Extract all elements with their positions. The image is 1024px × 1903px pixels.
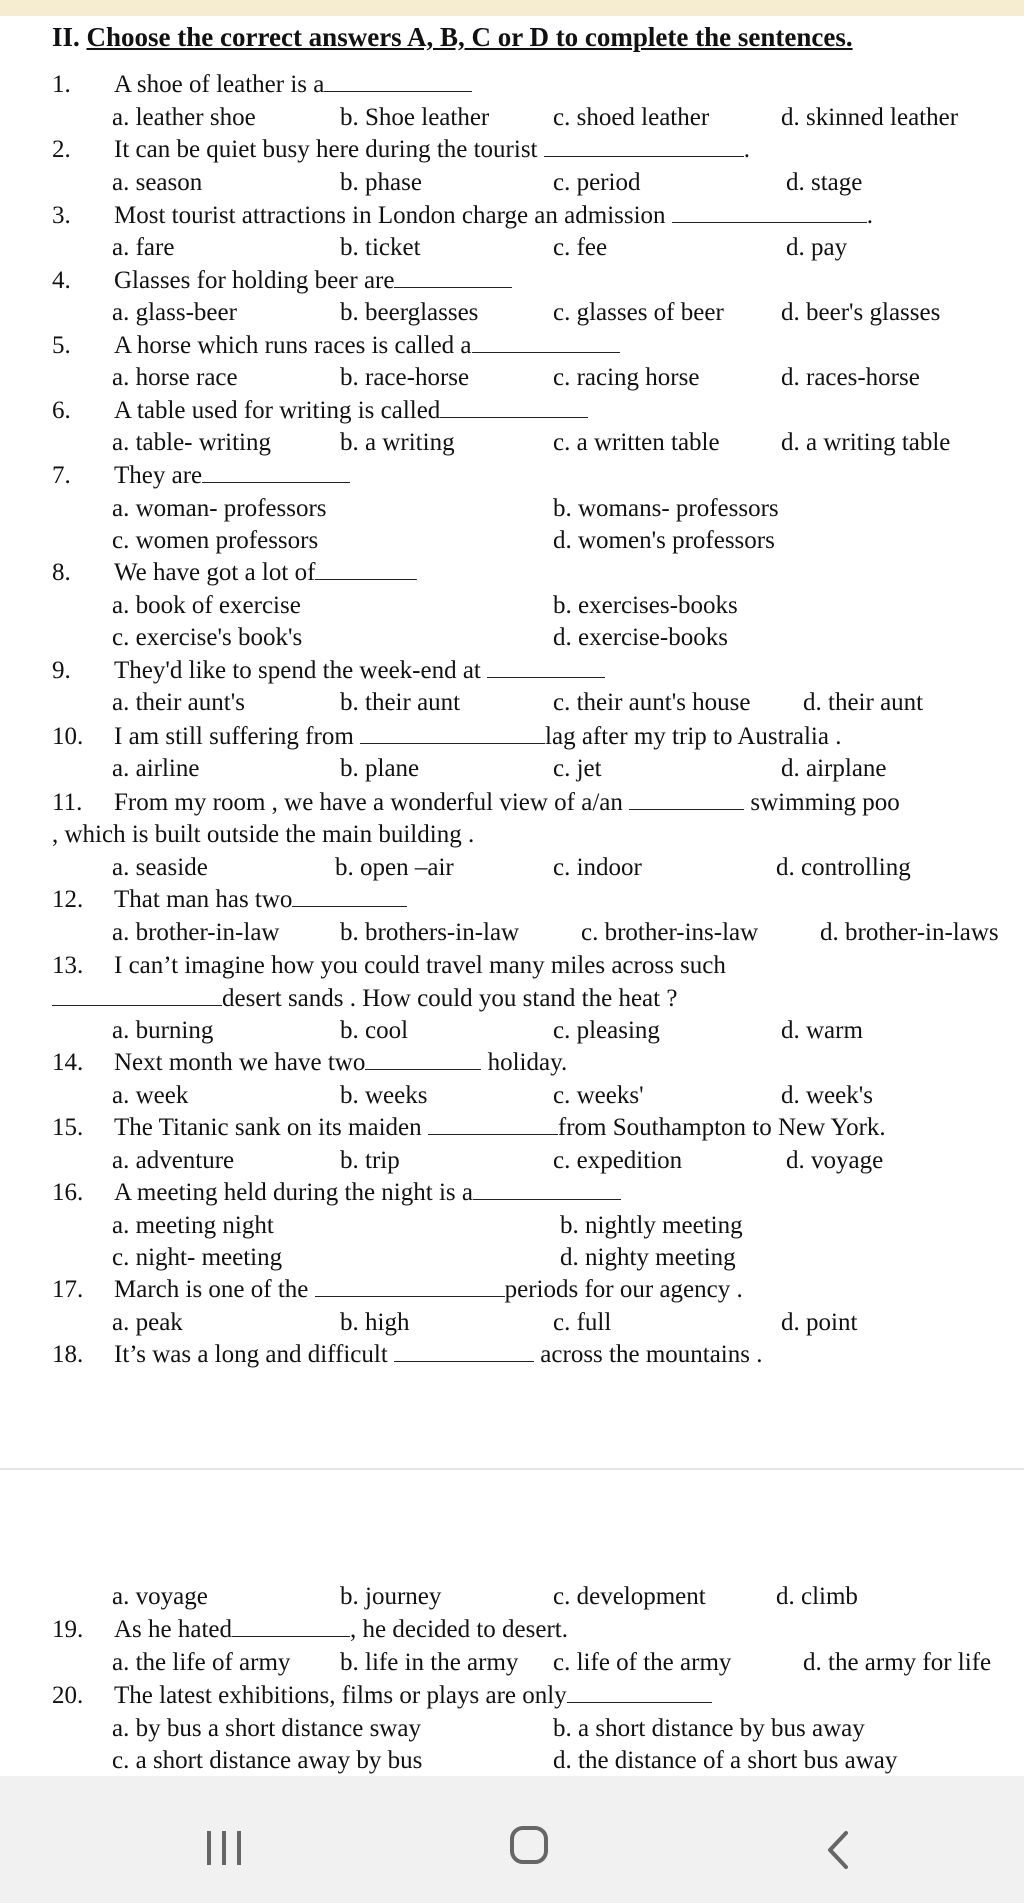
q2-opt-c[interactable]: c. period xyxy=(553,169,641,196)
q15-opt-c[interactable]: c. expedition xyxy=(553,1147,683,1174)
q4-number: 4. xyxy=(52,267,71,294)
q16-opt-d[interactable]: d. nighty meeting xyxy=(560,1244,736,1271)
q7-opt-a[interactable]: a. woman- professors xyxy=(112,495,327,522)
q5-stem: A horse which runs races is called a xyxy=(114,331,620,361)
q13-opt-b[interactable]: b. cool xyxy=(340,1017,409,1044)
q10-opt-c[interactable]: c. jet xyxy=(553,755,602,782)
q3-stem: Most tourist attractions in London charge an admission . xyxy=(114,202,874,229)
q17-stem: March is one of the periods for our agency . xyxy=(114,1276,743,1303)
q18-opt-b[interactable]: b. journey xyxy=(340,1583,442,1610)
q15-number: 15. xyxy=(52,1114,84,1141)
q20-opt-d[interactable]: d. the distance of a short bus away xyxy=(553,1747,898,1774)
q4-opt-c[interactable]: c. glasses of beer xyxy=(553,299,724,326)
q13-opt-c[interactable]: c. pleasing xyxy=(553,1017,660,1044)
q9-opt-d[interactable]: d. their aunt xyxy=(803,689,924,716)
q11-continuation: , which is built outside the main building . xyxy=(52,821,475,848)
q19-opt-c[interactable]: c. life of the army xyxy=(553,1649,732,1676)
q11-opt-d[interactable]: d. controlling xyxy=(776,854,911,881)
q4-opt-d[interactable]: d. beer's glasses xyxy=(781,299,941,326)
section-title: II. Choose the correct answers A, B, C or D to complete the sentences. xyxy=(52,22,853,52)
q19-opt-b[interactable]: b. life in the army xyxy=(340,1649,519,1676)
q12-opt-b[interactable]: b. brothers-in-law xyxy=(340,919,520,946)
q8-opt-b[interactable]: b. exercises-books xyxy=(553,592,738,619)
q13-number: 13. xyxy=(52,952,84,979)
q3-opt-c[interactable]: c. fee xyxy=(553,234,608,261)
q14-number: 14. xyxy=(52,1049,84,1076)
q9-opt-c[interactable]: c. their aunt's house xyxy=(553,689,751,716)
q17-opt-c[interactable]: c. full xyxy=(553,1309,612,1336)
q19-opt-a[interactable]: a. the life of army xyxy=(112,1649,291,1676)
q1-opt-d[interactable]: d. skinned leather xyxy=(781,104,959,131)
q6-stem: A table used for writing is called xyxy=(114,396,588,426)
q11-opt-c[interactable]: c. indoor xyxy=(553,854,642,881)
q10-opt-b[interactable]: b. plane xyxy=(340,755,420,782)
q14-opt-d[interactable]: d. week's xyxy=(781,1082,873,1109)
q7-opt-b[interactable]: b. womans- professors xyxy=(553,495,779,522)
q3-number: 3. xyxy=(52,202,71,229)
q7-stem: They are xyxy=(114,461,350,491)
q11-opt-b[interactable]: b. open –air xyxy=(335,854,454,881)
q4-stem: Glasses for holding beer are xyxy=(114,266,512,296)
q13-opt-a[interactable]: a. burning xyxy=(112,1017,214,1044)
q15-opt-b[interactable]: b. trip xyxy=(340,1147,400,1174)
q9-opt-b[interactable]: b. their aunt xyxy=(340,689,461,716)
q12-opt-d[interactable]: d. brother-in-laws xyxy=(820,919,999,946)
q1-opt-a[interactable]: a. leather shoe xyxy=(112,104,256,131)
home-icon[interactable] xyxy=(510,1826,548,1864)
q2-stem: It can be quiet busy here during the tourist . xyxy=(114,136,750,163)
q1-opt-b[interactable]: b. Shoe leather xyxy=(340,104,490,131)
q6-opt-d[interactable]: d. a writing table xyxy=(781,429,951,456)
q5-opt-b[interactable]: b. race-horse xyxy=(340,364,470,391)
q18-number: 18. xyxy=(52,1341,84,1368)
q5-number: 5. xyxy=(52,332,71,359)
q13-continuation: desert sands . How could you stand the heat ? xyxy=(52,984,677,1014)
q14-opt-b[interactable]: b. weeks xyxy=(340,1082,428,1109)
q12-number: 12. xyxy=(52,886,84,913)
q1-opt-c[interactable]: c. shoed leather xyxy=(553,104,710,131)
q2-number: 2. xyxy=(52,136,71,163)
page-divider xyxy=(0,1468,1024,1470)
q9-stem: They'd like to spend the week-end at xyxy=(114,656,605,686)
q8-number: 8. xyxy=(52,559,71,586)
q12-stem: That man has two xyxy=(114,885,407,915)
q17-opt-b[interactable]: b. high xyxy=(340,1309,410,1336)
q19-stem: As he hated , he decided to desert. xyxy=(114,1616,568,1643)
q20-opt-b[interactable]: b. a short distance by bus away xyxy=(553,1715,865,1742)
q12-opt-a[interactable]: a. brother-in-law xyxy=(112,919,280,946)
q1-number: 1. xyxy=(52,71,71,98)
q6-number: 6. xyxy=(52,397,71,424)
q16-stem: A meeting held during the night is a xyxy=(114,1178,621,1208)
q20-stem: The latest exhibitions, films or plays are only xyxy=(114,1681,712,1711)
q2-opt-d[interactable]: d. stage xyxy=(786,169,863,196)
q15-opt-a[interactable]: a. adventure xyxy=(112,1147,235,1174)
q11-stem: From my room , we have a wonderful view of a/an swimming poo xyxy=(114,789,900,816)
q16-opt-b[interactable]: b. nightly meeting xyxy=(560,1212,743,1239)
back-icon[interactable] xyxy=(826,1830,850,1870)
q8-opt-a[interactable]: a. book of exercise xyxy=(112,592,301,619)
q18-opt-a[interactable]: a. voyage xyxy=(112,1583,208,1610)
q10-opt-a[interactable]: a. airline xyxy=(112,755,200,782)
q6-opt-c[interactable]: c. a written table xyxy=(553,429,720,456)
q1-stem: A shoe of leather is a xyxy=(114,70,472,100)
q20-opt-c[interactable]: c. a short distance away by bus xyxy=(112,1747,423,1774)
q16-opt-c[interactable]: c. night- meeting xyxy=(112,1244,283,1271)
q14-stem: Next month we have two holiday. xyxy=(114,1049,568,1076)
q8-opt-c[interactable]: c. exercise's book's xyxy=(112,624,303,651)
q13-stem: I can’t imagine how you could travel many miles across such xyxy=(114,952,726,979)
q17-opt-a[interactable]: a. peak xyxy=(112,1309,183,1336)
q10-opt-d[interactable]: d. airplane xyxy=(781,755,887,782)
q5-opt-a[interactable]: a. horse race xyxy=(112,364,238,391)
q18-opt-c[interactable]: c. development xyxy=(553,1583,706,1610)
q20-opt-a[interactable]: a. by bus a short distance sway xyxy=(112,1715,421,1742)
q14-opt-a[interactable]: a. week xyxy=(112,1082,189,1109)
q10-number: 10. xyxy=(52,723,84,750)
q5-opt-c[interactable]: c. racing horse xyxy=(553,364,700,391)
q5-opt-d[interactable]: d. races-horse xyxy=(781,364,920,391)
q7-opt-d[interactable]: d. women's professors xyxy=(553,527,775,554)
q3-opt-a[interactable]: a. fare xyxy=(112,234,175,261)
q9-number: 9. xyxy=(52,657,71,684)
q11-number: 11. xyxy=(52,789,83,816)
q4-opt-b[interactable]: b. beerglasses xyxy=(340,299,479,326)
q19-opt-d[interactable]: d. the army for life xyxy=(803,1649,992,1676)
q2-opt-b[interactable]: b. phase xyxy=(340,169,422,196)
q18-opt-d[interactable]: d. climb xyxy=(776,1583,858,1610)
q8-opt-d[interactable]: d. exercise-books xyxy=(553,624,728,651)
q9-opt-a[interactable]: a. their aunt's xyxy=(112,689,245,716)
q15-stem: The Titanic sank on its maiden from Southampton to New York. xyxy=(114,1114,886,1141)
q15-opt-d[interactable]: d. voyage xyxy=(786,1147,884,1174)
q6-opt-a[interactable]: a. table- writing xyxy=(112,429,271,456)
q12-opt-c[interactable]: c. brother-ins-law xyxy=(581,919,759,946)
q7-number: 7. xyxy=(52,462,71,489)
q13-opt-d[interactable]: d. warm xyxy=(781,1017,863,1044)
recent-apps-icon[interactable] xyxy=(207,1831,243,1865)
q6-opt-b[interactable]: b. a writing xyxy=(340,429,455,456)
q16-opt-a[interactable]: a. meeting night xyxy=(112,1212,274,1239)
q2-opt-a[interactable]: a. season xyxy=(112,169,203,196)
q8-stem: We have got a lot of xyxy=(114,558,417,588)
q19-number: 19. xyxy=(52,1616,84,1643)
q16-number: 16. xyxy=(52,1179,84,1206)
q17-opt-d[interactable]: d. point xyxy=(781,1309,858,1336)
q3-opt-b[interactable]: b. ticket xyxy=(340,234,421,261)
q11-opt-a[interactable]: a. seaside xyxy=(112,854,208,881)
q4-opt-a[interactable]: a. glass-beer xyxy=(112,299,237,326)
q18-stem: It’s was a long and difficult across the mountains . xyxy=(114,1341,763,1368)
q7-opt-c[interactable]: c. women professors xyxy=(112,527,319,554)
q17-number: 17. xyxy=(52,1276,84,1303)
q20-number: 20. xyxy=(52,1682,84,1709)
q14-opt-c[interactable]: c. weeks' xyxy=(553,1082,644,1109)
q10-stem: I am still suffering from lag after my trip to Australia . xyxy=(114,723,842,750)
q3-opt-d[interactable]: d. pay xyxy=(786,234,848,261)
